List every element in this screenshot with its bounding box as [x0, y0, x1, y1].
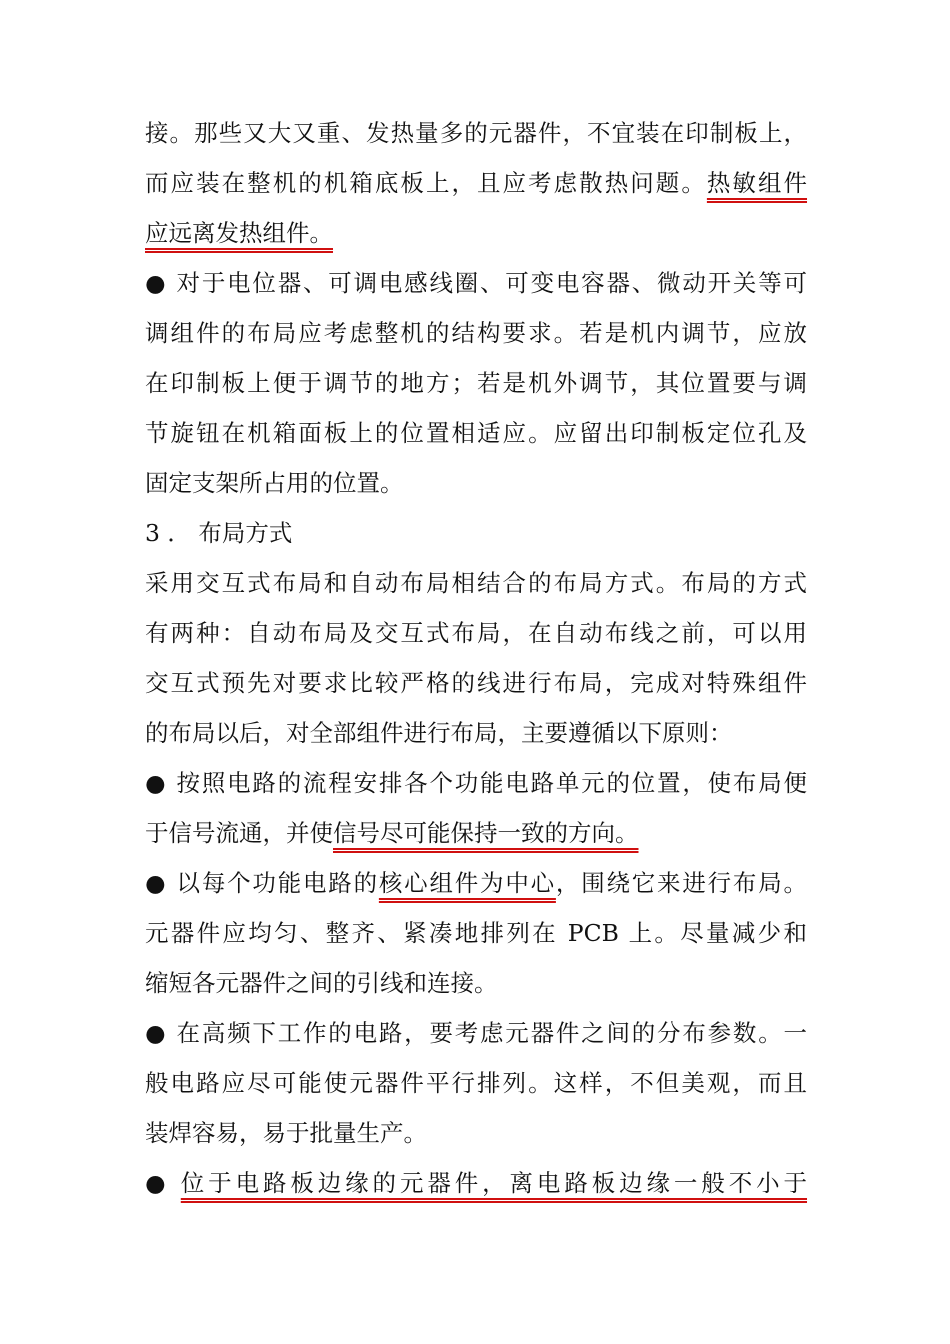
- underlined-text: 应远离发热组件。: [145, 219, 333, 247]
- text-line: 交互式预先对要求比较严格的线进行布局，完成对特殊组件: [145, 669, 807, 697]
- underlined-text: 位于电路板边缘的元器件，离电路板边缘一般不小于: [180, 1169, 808, 1197]
- bullet-line: ● 位于电路板边缘的元器件，离电路板边缘一般不小于: [145, 1169, 808, 1197]
- text-line: 于信号流通，并使信号尽可能保持一致的方向。: [145, 819, 639, 847]
- underlined-text: 信号尽可能保持一致的方向。: [333, 819, 639, 847]
- text-line: 元器件应均匀、整齐、紧凑地排列在 PCB 上。尽量减少和: [145, 919, 807, 947]
- text-line: 般电路应尽可能使元器件平行排列。这样，不但美观，而且: [145, 1069, 807, 1097]
- text-line: 固定支架所占用的位置。: [145, 469, 404, 497]
- bullet-line: ● 以每个功能电路的核心组件为中心，围绕它来进行布局。: [145, 869, 808, 897]
- text-line: [145, 216, 807, 250]
- bullet-line: ● 按照电路的流程安排各个功能电路单元的位置，使布局便: [145, 769, 807, 797]
- text-line: 接。那些又大又重、发热量多的元器件，不宜装在印制板上，: [145, 119, 807, 147]
- text-line: 在印制板上便于调节的地方；若是机外调节，其位置要与调: [145, 369, 807, 397]
- bullet-line: ● 对于电位器、可调电感线圈、可变电容器、微动开关等可: [145, 269, 807, 297]
- text-line: 采用交互式布局和自动布局相结合的布局方式。布局的方式: [145, 569, 807, 597]
- section-heading: 3 ． 布局方式: [145, 519, 293, 547]
- text-line: 的布局以后，对全部组件进行布局，主要遵循以下原则：: [145, 719, 733, 747]
- underlined-text: 核心组件为中心: [378, 869, 556, 897]
- text-line: 调组件的布局应考虑整机的结构要求。若是机内调节，应放: [145, 319, 807, 347]
- text-line: 缩短各元器件之间的引线和连接。: [145, 969, 498, 997]
- bullet-line: ● 在高频下工作的电路，要考虑元器件之间的分布参数。一: [145, 1019, 807, 1047]
- underlined-text: 热敏组件: [706, 169, 808, 197]
- text-line: 而应装在整机的机箱底板上，且应考虑散热问题。热敏组件: [145, 169, 808, 197]
- text-line: 装焊容易，易于批量生产。: [145, 1119, 427, 1147]
- text-line: 有两种：自动布局及交互式布局，在自动布线之前，可以用: [145, 619, 807, 647]
- text-line: 节旋钮在机箱面板上的位置相适应。应留出印制板定位孔及: [145, 419, 807, 447]
